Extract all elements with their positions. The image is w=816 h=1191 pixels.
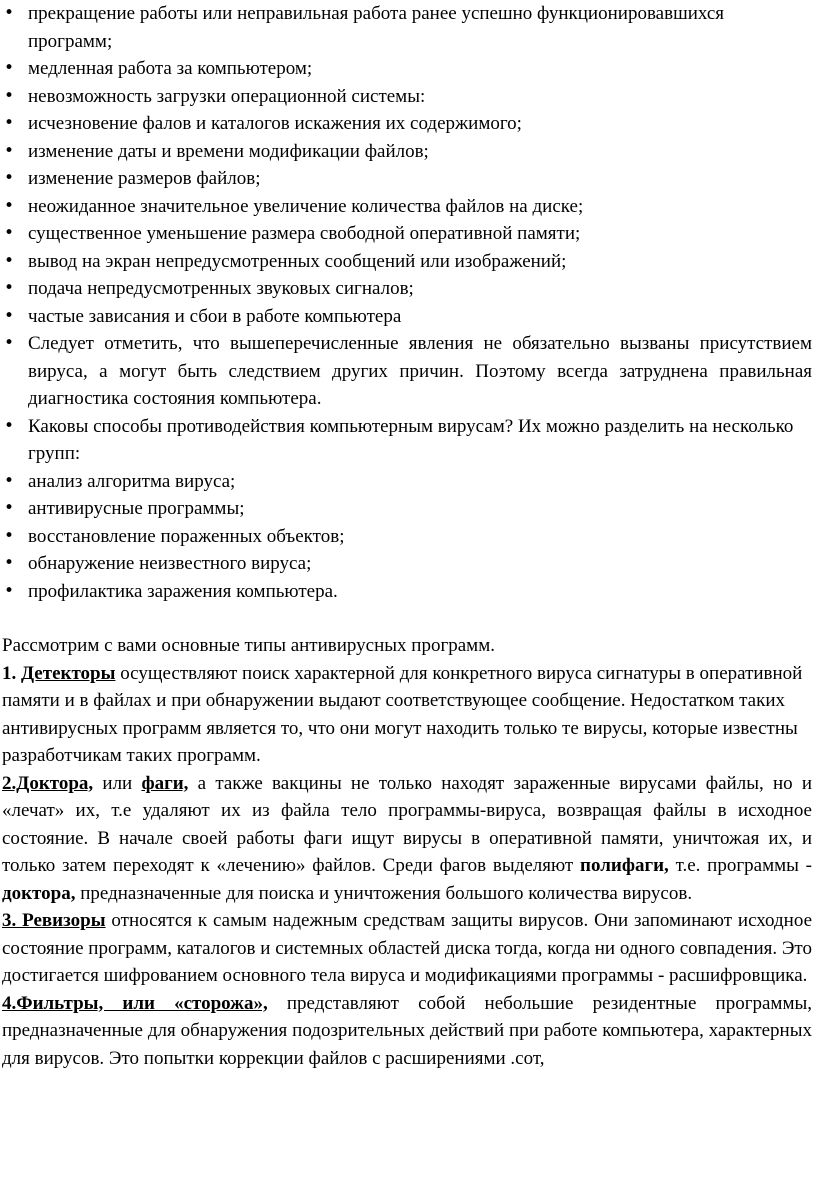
list-item: • профилактика заражения компьютера. (2, 578, 812, 606)
list-item: • анализ алгоритма вируса; (2, 468, 812, 496)
paragraph-text: предназначенные для поиска и уничтожения большого количества вирусов. (75, 882, 693, 904)
list-item: • медленная работа за компьютером; (2, 55, 812, 83)
number-label: 1. (2, 662, 21, 684)
list-item: • антивирусные программы; (2, 495, 812, 523)
paragraph-text: т.е. программы - (668, 855, 813, 876)
list-item: • существенное уменьшение размера свободной оперативной памяти; (2, 220, 812, 248)
paragraph-filters (2, 990, 812, 1073)
paragraph-detectors (2, 660, 812, 770)
list-item: • прекращение работы или неправильная работа ранее успешно функционировавшихся программ; (2, 0, 812, 55)
countermeasures-list (2, 468, 812, 606)
blank-line (2, 605, 812, 632)
paragraph-text: а также вакцины не только находят зараженные вирусами файлы, но и «лечат» их, т.е удаляют их из файла тело программы-вируса, возвращая файлы в исходное состояние. В начале своей работы фаги ищут вирусы в оперативной памяти, уничтожая их, и только затем переходят к «лечению» файлов. Среди фагов выделяют (2, 772, 813, 876)
list-item: • обнаружение неизвестного вируса; (2, 550, 812, 578)
list-item: • вывод на экран непредусмотренных сообщений или изображений; (2, 248, 812, 276)
paragraph-text: осуществляют поиск характерной для конкретного вируса сигнатуры в оперативной памяти и в файлах и при обнаружении выдают соответствующее сообщение. Недостатком таких антивирусных программ является то, что они могут находить только те вирусы, которые известны разработчикам таких программ. (2, 662, 803, 766)
term-doctors: 2.Доктора, (2, 772, 94, 794)
paragraph-doctors (2, 770, 812, 908)
list-item: • восстановление пораженных объектов; (2, 523, 812, 551)
list-item: • частые зависания и сбои в работе компьютера (2, 303, 812, 331)
term-polyphages: полифаги, (580, 855, 669, 876)
paragraph-text: представляют собой небольшие резидентные программы, предназначенные для обнаружения подозрительных действий при работе компьютера, характерных для вирусов. Это попытки коррекции файлов с расширениями .сот, (2, 992, 812, 1069)
intro-paragraph: Рассмотрим с вами основные типы антивирусных программ. (2, 635, 495, 656)
paragraph-text: или (93, 772, 142, 794)
list-item: • изменение даты и времени модификации файлов; (2, 138, 812, 166)
term-auditors: 3. Ревизоры (2, 910, 106, 931)
term-detectors: Детекторы (21, 662, 116, 684)
paragraph-text: относятся к самым надежным средствам защиты вирусов. Они запоминают исходное состояние программ, каталогов и системных областей диска тогда, когда ни одного совпадения. Это достигается шифрованием основного тела вируса и модификациями программы - расшифровщика. (2, 910, 812, 986)
list-item: • изменение размеров файлов; (2, 165, 812, 193)
symptoms-list (2, 0, 812, 468)
term-phages: фаги, (141, 772, 189, 794)
list-item: • Следует отметить, что вышеперечисленные явления не обязательно вызваны присутствием вируса, а могут быть следствием других причин. Поэтому всегда затруднена правильная диагностика состояния компьютера. (2, 330, 812, 413)
list-item: • Каковы способы противодействия компьютерным вирусам? Их можно разделить на несколько групп: (2, 413, 812, 468)
paragraph-auditors (2, 907, 812, 990)
term-filters: 4.Фильтры, или «сторожа», (2, 992, 268, 1014)
list-item: • неожиданное значительное увеличение количества файлов на диске; (2, 193, 812, 221)
list-item: • невозможность загрузки операционной системы: (2, 83, 812, 111)
term-doctors-bold: доктора, (2, 882, 76, 904)
list-item: • подача непредусмотренных звуковых сигналов; (2, 275, 812, 303)
list-item: • исчезновение фалов и каталогов искажения их содержимого; (2, 110, 812, 138)
